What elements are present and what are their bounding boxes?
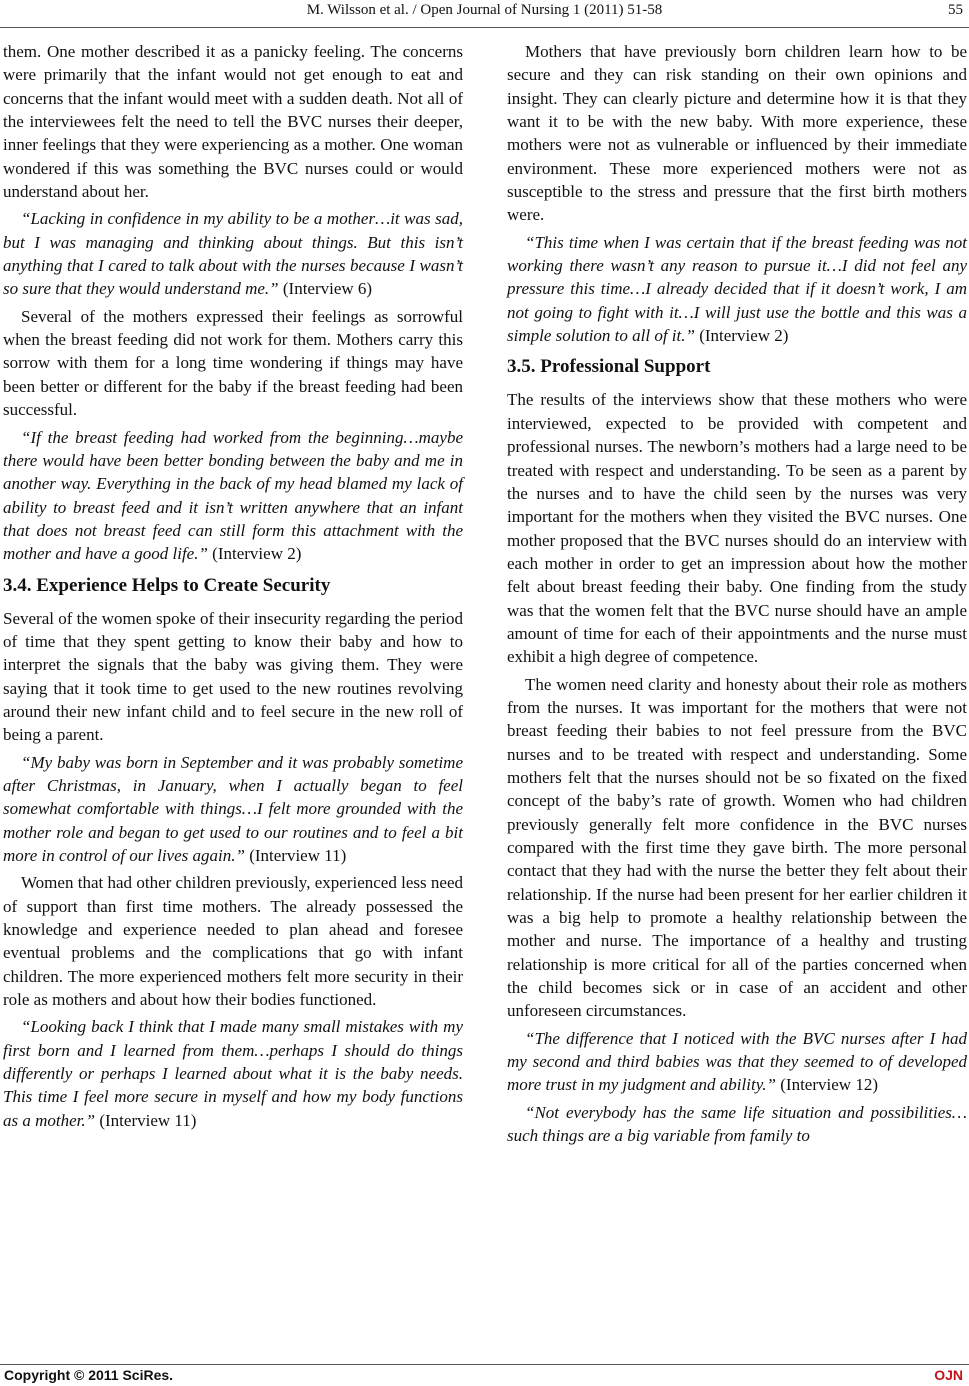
- quote-reference: (Interview 6): [278, 279, 373, 299]
- quote-reference: (Interview 2): [207, 544, 302, 564]
- paragraph: Several of the women spoke of their insecurity regarding the period of time that they spent getting to know their baby and how to interpret the signals that the baby was giving them. They were saying that it took time to get used to the new routines revolving around their new infant child and to feel secure in the new roll of being a parent.: [3, 608, 463, 745]
- page-number: 55: [948, 2, 963, 18]
- interview-quote: [3, 1015, 463, 1132]
- quote-text: “My baby was born in September and it was probably sometime after Christmas, in January, when I actually began to feel somewhat comfortable with things…I felt more grounded with the mother role and began to get used to our routines and to feel a bit more in control of our lives again.”: [3, 752, 463, 865]
- quote-reference: (Interview 11): [244, 846, 347, 865]
- quote-reference: (Interview 12): [776, 1075, 878, 1095]
- quote-text: “This time when I was certain that if the breast feeding was not working there wasn’t any reason to pursue it…I did not feel any pressure this time…I already decided that if it doesn’t work, I am not going to fight with it…I will just use the bottle and this was a simple solution to all of it.”: [507, 232, 967, 346]
- interview-quote: [3, 207, 463, 300]
- paragraph: Mothers that have previously born children learn how to be secure and they can risk standing on their own opinions and insight. They can clearly picture and determine how it is that they want it to be with the new baby. With more experience, these mothers were not as vulnerable or influenced by their immediate environment. These more experienced mothers were not as susceptible to the stress and pressure that the first birth mothers were.: [507, 42, 967, 225]
- interview-quote: [3, 426, 463, 566]
- quote-text: “Looking back I think that I made many small mistakes with my first born and I learned from them…perhaps I should do things differently or perhaps I learned about what it is the baby needs. This time I feel more secure in myself and how my body functions as a mother.”: [3, 1017, 463, 1130]
- page-footer: [0, 1367, 969, 1385]
- running-head: M. Wilsson et al. / Open Journal of Nursing 1 (2011) 51-58: [306, 2, 663, 18]
- interview-quote: [507, 1027, 967, 1097]
- section-heading: 3.5. Professional Support: [507, 356, 711, 378]
- section-heading: 3.4. Experience Helps to Create Security: [3, 574, 331, 596]
- paragraph: The results of the interviews show that these mothers who were interviewed, expected to be provided with competent and professional nurses. The newborn’s mothers had a large need to be treated with respect and understanding. To be seen as a parent by the nurses and to have the child seen by the nurses was very important for the mothers when they visited the BVC nurses. One mother proposed that the BVC nurses should do an interview with each mother in order to get an impression about how the mother felt about breast feeding their baby. One finding from the study was that the women felt that the BVC nurse should have an ample amount of time for each of their appointments and the nurse must exhibit a high degree of competence.: [507, 390, 967, 667]
- interview-quote: [3, 751, 463, 868]
- copyright-notice: Copyright © 2011 SciRes.: [4, 1367, 174, 1383]
- running-header: [0, 0, 969, 26]
- journal-abbreviation: OJN: [934, 1367, 963, 1383]
- right-column: [507, 40, 967, 1151]
- quote-text: “The difference that I noticed with the BVC nurses after I had my second and third babies was that they seemed to of developed more trust in my judgment and ability.”: [507, 1028, 967, 1095]
- paragraph: them. One mother described it as a panicky feeling. The concerns were primarily that the infant would not get enough to eat and concerns that the infant would meet with a sudden death. Not all of the interviewees felt the need to tell the BVC nurses their deeper, inner feelings that they were experiencing as a mother. One woman wondered if this was something the BVC nurses could or would understand about her.: [3, 42, 463, 202]
- interview-quote: “Not everybody has the same life situation and possibilities…such things are a big variable from family to: [507, 1102, 967, 1146]
- header-rule: [0, 27, 969, 28]
- quote-reference: (Interview 11): [95, 1110, 197, 1130]
- quote-reference: (Interview 2): [694, 326, 789, 346]
- paragraph: The women need clarity and honesty about their role as mothers from the nurses. It was important for the mothers that were not breast feeding their babies to not feel pressure from the BVC nurses and to be treated with respect and understanding. Some mothers felt that the nurses should not be so fixated on the fixed concept of the baby’s rate of growth. Women who had children previously generally felt more confidence in the BVC nurses compared with the first time they gave birth. The more personal contact that they had with the nurse the better they felt about their relationship. If the nurse had been present for her earlier children it was a big help to promote a healthy relationship between the mother and nurse. The importance of a healthy and trusting relationship is more critical for all of the parties concerned when the child becomes sick or in case of an accident and other unforeseen circumstances.: [507, 674, 967, 1021]
- interview-quote: [507, 231, 967, 348]
- left-column: [3, 40, 463, 1136]
- footer-rule: [0, 1364, 969, 1365]
- quote-text: “Lacking in confidence in my ability to be a mother…it was sad, but I was managing and thinking about things. But this isn’t anything that I cared to talk about with the nurses because I wasn’t so sure that they would understand me.”: [3, 209, 463, 299]
- paragraph: Women that had other children previously, experienced less need of support than first time mothers. The already possessed the knowledge and experience needed to plan ahead and foresee eventual problems and the complications that go with infant children. The more experienced mothers felt more security in their role as mothers and about how their bodies functioned.: [3, 873, 463, 1010]
- quote-text: “If the breast feeding had worked from the beginning…maybe there would have been better bonding between the baby and me in another way. Everything in the back of my head blamed my lack of ability to breast feed and it isn’t written anywhere that an infant that does not breast feed can still form this attachment with the mother and have a good life.”: [3, 427, 463, 564]
- paragraph: Several of the mothers expressed their feelings as sorrowful when the breast feeding did not work for them. Mothers carry this sorrow with them for a long time wondering if things may have been better or different for the baby if the breast feeding had been successful.: [3, 306, 463, 420]
